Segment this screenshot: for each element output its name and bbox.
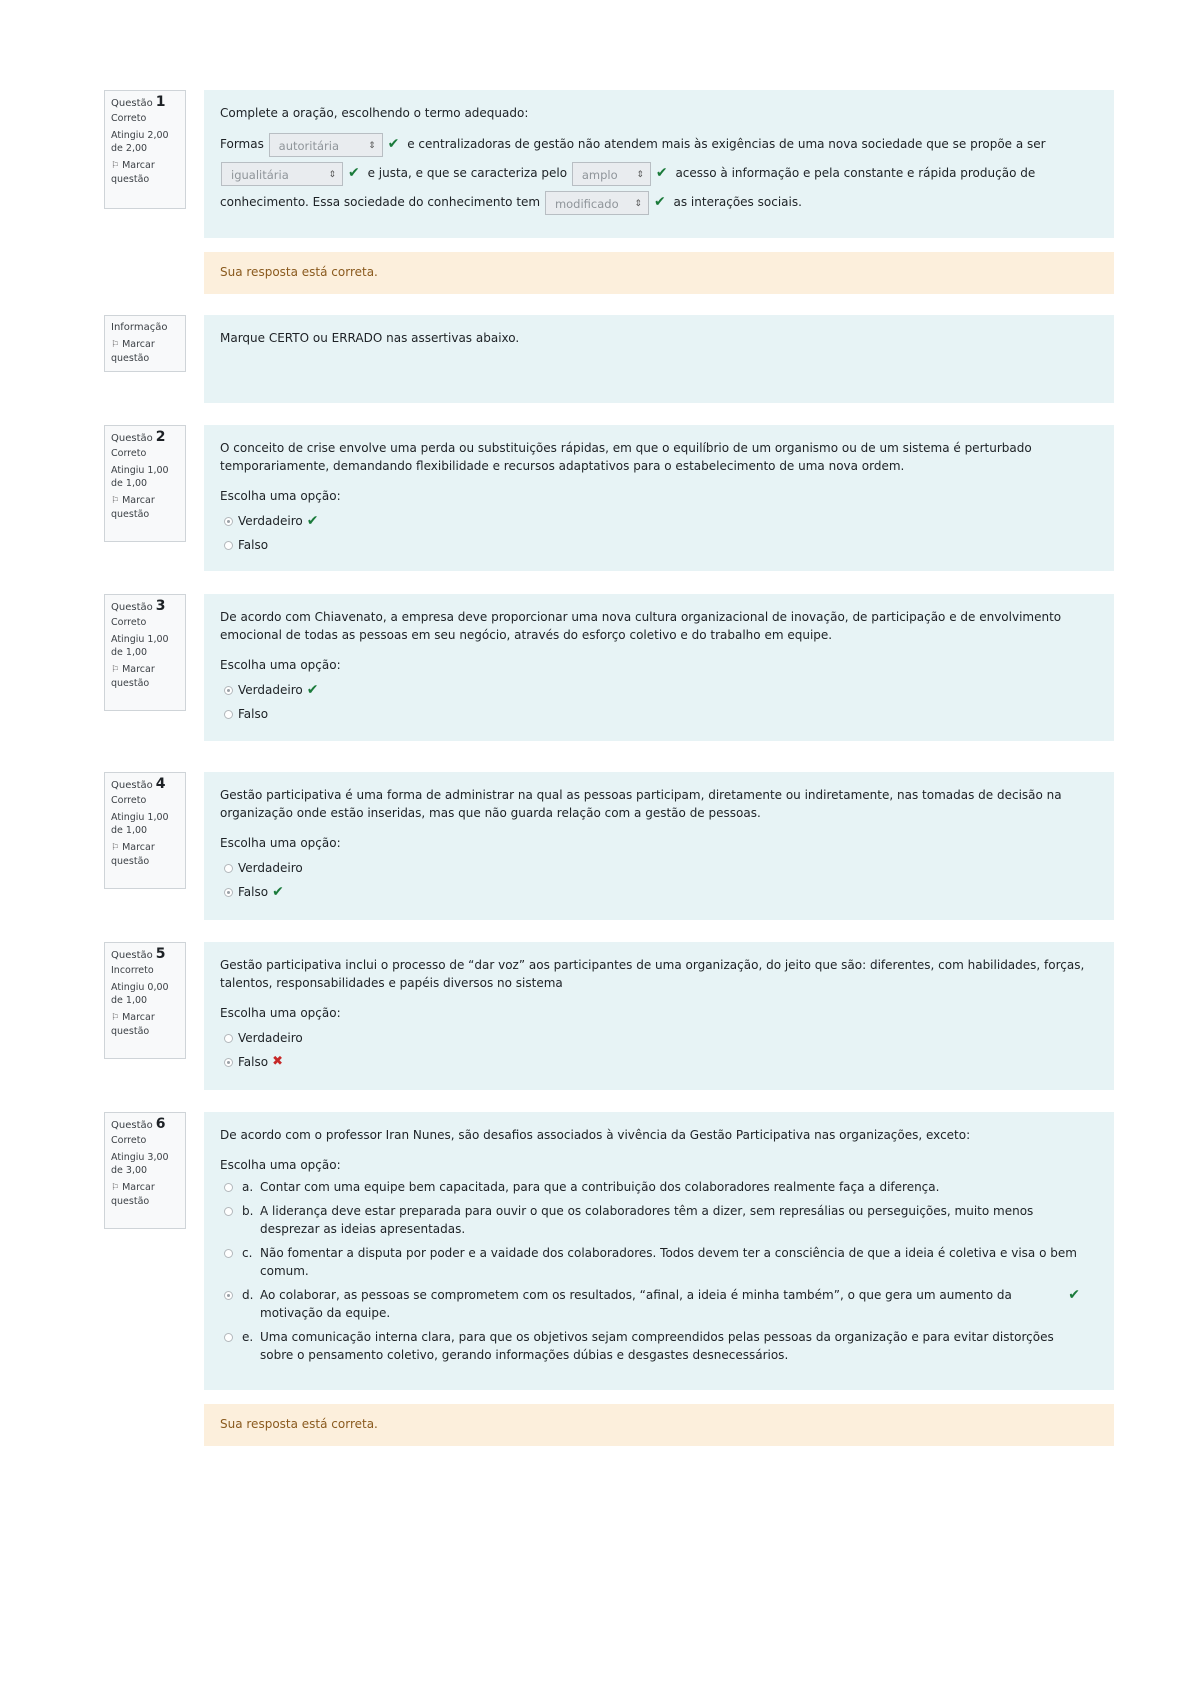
option-letter: c.: [242, 1246, 253, 1260]
radio-button[interactable]: [224, 517, 233, 526]
question-content-1: [204, 90, 1114, 238]
question-state: Incorreto: [111, 965, 154, 976]
question-label: Questão: [111, 780, 153, 791]
flag-label: Marcar: [122, 339, 155, 350]
answer-select-2[interactable]: [221, 162, 343, 186]
flag-icon: ⚐: [111, 161, 120, 171]
option-true[interactable]: [220, 678, 1098, 702]
question-grade: Atingiu 1,00 de 1,00: [111, 465, 169, 489]
question-state: Correto: [111, 795, 147, 806]
select-value: autoritária: [278, 138, 340, 153]
flag-label-2: questão: [111, 509, 150, 520]
option-label: Verdadeiro: [238, 1031, 303, 1045]
select-arrow-icon: ⇕: [634, 198, 642, 209]
radio-button[interactable]: [224, 541, 233, 550]
question-info-4: [104, 772, 186, 889]
correct-check-icon: ✔: [306, 682, 319, 698]
radio-button[interactable]: [224, 1249, 233, 1258]
choose-prompt: Escolha uma opção:: [220, 489, 341, 503]
option-text: A liderança deve estar preparada para ouvir o que os colaboradores têm a dizer, sem represálias ou perseguições, muito menos desprezar as ideias apresentadas.: [260, 1204, 1034, 1236]
flag-icon: ⚐: [111, 340, 120, 350]
flag-question-link[interactable]: [111, 663, 179, 690]
information-box: [104, 315, 186, 372]
question-state: Correto: [111, 113, 147, 124]
correct-check-icon: ✔: [387, 136, 400, 152]
option-text: Ao colaborar, as pessoas se comprometem com os resultados, “afinal, a ideia é minha também”, o que gera um aumento da motivação da equipe.: [260, 1288, 1012, 1320]
option-false[interactable]: [220, 533, 1098, 557]
flag-question-link[interactable]: [111, 159, 179, 186]
correct-check-icon: ✔: [348, 165, 360, 181]
question-label: Questão: [111, 98, 153, 109]
question-text: Gestão participativa é uma forma de administrar na qual as pessoas participam, diretamente ou indiretamente, nas tomadas de decisão na organização onde estão inseridas, mas que não guarda relação com a gestão de pessoas.: [220, 788, 1062, 820]
correct-check-icon: ✔: [1068, 1287, 1080, 1303]
correct-check-icon: ✔: [272, 884, 284, 900]
option-label: Verdadeiro: [238, 514, 303, 528]
flag-label-2: questão: [111, 678, 150, 689]
sentence-text: Formas: [220, 137, 264, 151]
question-number: 6: [155, 1116, 166, 1132]
choose-prompt: Escolha uma opção:: [220, 836, 341, 850]
feedback-message: Sua resposta está correta.: [204, 1404, 1114, 1446]
select-arrow-icon: ⇕: [636, 169, 644, 180]
flag-label-2: questão: [111, 1026, 150, 1037]
flag-label: Marcar: [122, 160, 155, 171]
radio-button[interactable]: [224, 1183, 233, 1192]
question-number: 2: [155, 429, 166, 445]
radio-button[interactable]: [224, 864, 233, 873]
question-number: 4: [155, 776, 166, 792]
flag-icon: ⚐: [111, 1183, 120, 1193]
option-b[interactable]: [220, 1202, 1098, 1238]
question-grade: Atingiu 3,00 de 3,00: [111, 1152, 169, 1176]
correct-check-icon: ✔: [655, 165, 668, 181]
question-info-6: [104, 1112, 186, 1229]
option-false[interactable]: [220, 880, 1098, 904]
question-text: De acordo com o professor Iran Nunes, são desafios associados à vivência da Gestão Participativa nas organizações, exceto:: [220, 1128, 971, 1142]
question-grade: Atingiu 0,00 de 1,00: [111, 982, 169, 1006]
choose-prompt: Escolha uma opção:: [220, 658, 341, 672]
option-true[interactable]: [220, 509, 1098, 533]
correct-check-icon: ✔: [653, 194, 666, 210]
option-text: Uma comunicação interna clara, para que os objetivos sejam compreendidos pelas pessoas da organização e para evitar distorções sobre o pensamento coletivo, gerando informações dúbias e desgastes desnecessários.: [260, 1330, 1054, 1362]
correct-check-icon: ✔: [306, 513, 319, 529]
flag-label: Marcar: [122, 664, 155, 675]
question-label: Questão: [111, 1120, 153, 1131]
option-label: Verdadeiro: [238, 861, 303, 875]
select-value: modificado: [554, 196, 619, 211]
question-content-2: [204, 425, 1114, 571]
option-letter: b.: [242, 1204, 254, 1218]
flag-label: Marcar: [122, 842, 155, 853]
information-text: Marque CERTO ou ERRADO nas assertivas abaixo.: [220, 331, 520, 345]
flag-question-link[interactable]: [111, 494, 179, 521]
flag-question-link[interactable]: [111, 841, 179, 868]
question-text: De acordo com Chiavenato, a empresa deve proporcionar uma nova cultura organizacional de inovação, de participação e de envolvimento emocional de todas as pessoas em seu negócio, através do esforço coletivo e do trabalho em equipe.: [220, 610, 1062, 642]
flag-question-link[interactable]: [111, 1181, 179, 1208]
option-label: Falso: [238, 707, 269, 721]
answer-select-1[interactable]: [269, 133, 383, 157]
radio-button[interactable]: [224, 710, 233, 719]
radio-button[interactable]: [224, 1291, 233, 1300]
question-content-4: [204, 772, 1114, 920]
option-a[interactable]: [220, 1178, 1098, 1196]
flag-question-link[interactable]: [111, 338, 179, 365]
option-false[interactable]: [220, 702, 1098, 726]
question-text: Gestão participativa inclui o processo de “dar voz” aos participantes de uma organização, do jeito que são: diferentes, com habilidades, forças, talentos, responsabilidades e papéis diversos no sistema: [220, 958, 1085, 990]
flag-question-link[interactable]: [111, 1011, 179, 1038]
radio-button[interactable]: [224, 888, 233, 897]
answer-select-4[interactable]: [545, 191, 649, 215]
choose-prompt: Escolha uma opção:: [220, 1158, 341, 1172]
flag-label: Marcar: [122, 1182, 155, 1193]
question-instruction: Complete a oração, escolhendo o termo adequado:: [220, 106, 529, 120]
question-info-5: [104, 942, 186, 1059]
question-info-2: [104, 425, 186, 542]
feedback-message: Sua resposta está correta.: [204, 252, 1114, 294]
radio-button[interactable]: [224, 1034, 233, 1043]
flag-icon: ⚐: [111, 496, 120, 506]
select-arrow-icon: ⇕: [368, 140, 376, 151]
option-text: Contar com uma equipe bem capacitada, para que a contribuição dos colaboradores realmente faça a diferença.: [260, 1180, 940, 1194]
radio-button[interactable]: [224, 1333, 233, 1342]
choose-prompt: Escolha uma opção:: [220, 1006, 341, 1020]
flag-icon: ⚐: [111, 1013, 120, 1023]
question-label: Questão: [111, 433, 153, 444]
option-true[interactable]: [220, 1026, 1098, 1050]
information-content: [204, 315, 1114, 403]
sentence-text: conhecimento. Essa sociedade do conhecimento tem: [220, 195, 541, 209]
flag-label-2: questão: [111, 174, 150, 185]
option-label: Falso: [238, 1055, 269, 1069]
answer-select-3[interactable]: [572, 162, 651, 186]
flag-icon: ⚐: [111, 843, 120, 853]
option-letter: a.: [242, 1180, 254, 1194]
question-info-3: [104, 594, 186, 711]
select-arrow-icon: ⇕: [328, 169, 336, 180]
question-info-1: [104, 90, 186, 209]
select-value: amplo: [581, 167, 618, 182]
question-content-5: [204, 942, 1114, 1090]
option-text: Não fomentar a disputa por poder e a vaidade dos colaboradores. Todos devem ter a consciência de que a ideia é coletiva e visa o bem comum.: [260, 1246, 1077, 1278]
radio-button[interactable]: [224, 686, 233, 695]
option-letter: d.: [242, 1288, 254, 1302]
option-e[interactable]: [220, 1328, 1098, 1364]
flag-label-2: questão: [111, 1196, 150, 1207]
option-label: Verdadeiro: [238, 683, 303, 697]
select-value: igualitária: [231, 167, 289, 182]
sentence-text: as interações sociais.: [673, 195, 802, 209]
flag-icon: ⚐: [111, 665, 120, 675]
incorrect-cross-icon: ✖: [272, 1054, 283, 1069]
radio-button[interactable]: [224, 1058, 233, 1067]
option-label: Falso: [238, 538, 269, 552]
option-c[interactable]: [220, 1244, 1098, 1280]
flag-label: Marcar: [122, 1012, 155, 1023]
question-state: Correto: [111, 1135, 147, 1146]
question-text: O conceito de crise envolve uma perda ou substituições rápidas, em que o equilíbrio de um organismo ou de um sistema é perturbado temporariamente, demandando flexibilidade e recursos adaptativos para o estabelecimento de uma nova ordem.: [220, 441, 1032, 473]
option-d[interactable]: [220, 1286, 1098, 1322]
option-letter: e.: [242, 1330, 254, 1344]
sentence-text: e justa, e que se caracteriza pelo: [367, 166, 568, 180]
sentence-text: e centralizadoras de gestão não atendem mais às exigências de uma nova sociedade que se propõe a ser: [407, 137, 1046, 151]
radio-button[interactable]: [224, 1207, 233, 1216]
question-number: 3: [155, 598, 166, 614]
question-state: Correto: [111, 617, 147, 628]
flag-label: Marcar: [122, 495, 155, 506]
question-number: 1: [155, 94, 166, 110]
option-false[interactable]: [220, 1050, 1098, 1074]
flag-label-2: questão: [111, 856, 150, 867]
question-grade: Atingiu 1,00 de 1,00: [111, 812, 169, 836]
sentence-text: acesso à informação e pela constante e rápida produção de: [675, 166, 1036, 180]
option-true[interactable]: [220, 856, 1098, 880]
question-label: Questão: [111, 602, 153, 613]
question-label: Questão: [111, 950, 153, 961]
question-grade: Atingiu 1,00 de 1,00: [111, 634, 169, 658]
question-content-3: [204, 594, 1114, 741]
flag-label-2: questão: [111, 353, 150, 364]
question-content-6: [204, 1112, 1114, 1390]
option-label: Falso: [238, 885, 269, 899]
question-state: Correto: [111, 448, 147, 459]
question-grade: Atingiu 2,00 de 2,00: [111, 130, 169, 154]
information-label: Informação: [111, 322, 168, 333]
question-number: 5: [155, 946, 166, 962]
